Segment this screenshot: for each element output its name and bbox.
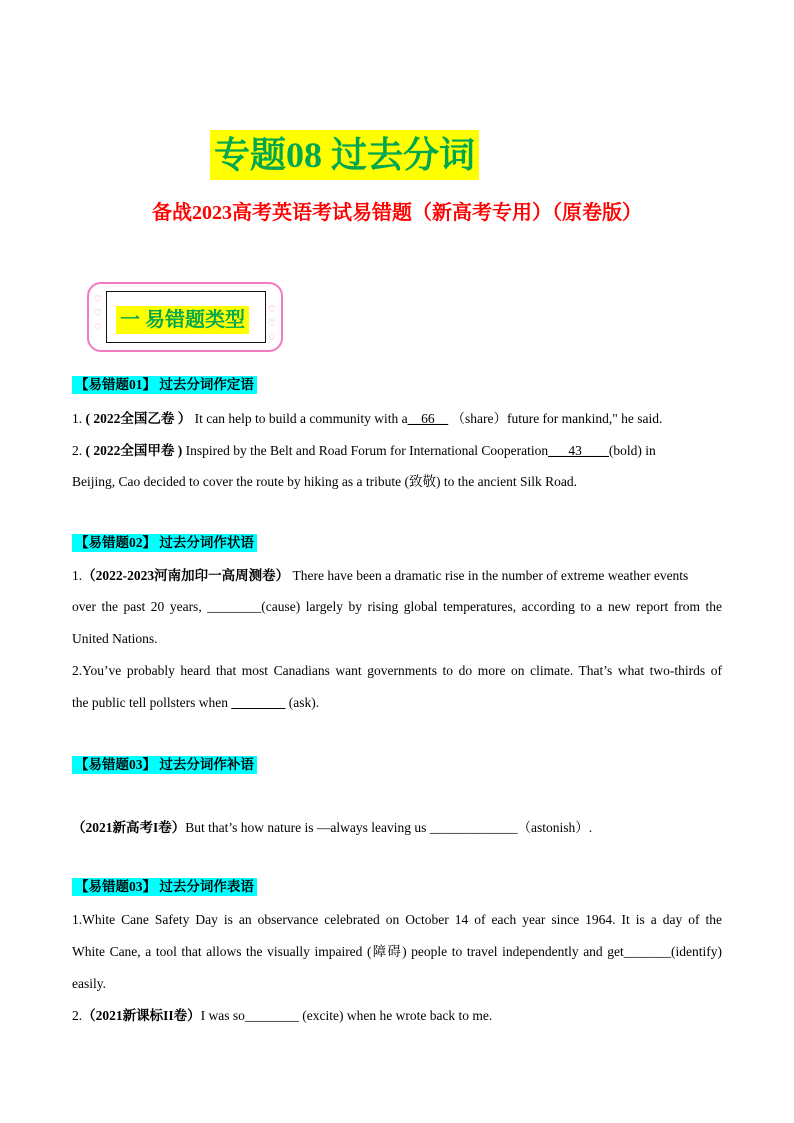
section-heading: 一 易错题类型 [116, 306, 249, 334]
heart-icon: ♡ [94, 322, 103, 332]
error-type-header: 【易错题03】 过去分词作表语 [72, 878, 257, 896]
heart-icon: ♡ [268, 304, 277, 314]
question-line: 2.（2021新课标II卷）I was so________ (excite) when he wrote back to me. [72, 1008, 493, 1023]
question-source: （2022-2023河南加印一高周测卷） [82, 568, 290, 583]
question-source: （2021新课标II卷） [82, 1008, 201, 1023]
error-type-header: 【易错题03】 过去分词作补语 [72, 756, 257, 774]
question-line: Beijing, Cao decided to cover the route by hiking as a tribute (致敬) to the ancient Silk Road. [72, 474, 578, 489]
heart-icon: ♡ [94, 308, 103, 318]
page-subtitle: 备战2023高考英语考试易错题（新高考专用）（原卷版） [152, 202, 642, 224]
answer-blank: __66__ [407, 411, 449, 426]
error-type-header: 【易错题01】 过去分词作定语 [72, 376, 257, 394]
question-line: 2.You’ve probably heard that most Canadians want governments to do more on climate. That’s what two-thirds of [72, 663, 722, 678]
heart-icon: ♡ [268, 332, 277, 342]
question-line: 1.（2022-2023河南加印一高周测卷） There have been a dramatic rise in the number of extreme weather events [72, 568, 689, 583]
heart-icon: ♡ [268, 318, 277, 328]
answer-blank: ___43____ [548, 443, 609, 458]
question-line: （2021新高考I卷）But that’s how nature is —always leaving us _____________（astonish）. [72, 820, 593, 835]
question-line: 1.White Cane Safety Day is an observance celebrated on October 14 of each year since 1964. It is a day of the [72, 912, 722, 927]
error-type-header: 【易错题02】 过去分词作状语 [72, 534, 257, 552]
question-line: White Cane, a tool that allows the visually impaired (障碍) people to travel independently and get_______(identify) [72, 944, 722, 959]
question-source: ( 2022全国乙卷 ） [85, 411, 192, 426]
question-line: 1. ( 2022全国乙卷 ） It can help to build a community with a__66__ （share）future for mankind," he said. [72, 411, 663, 426]
question-line: 2. ( 2022全国甲卷 ) Inspired by the Belt and Road Forum for International Cooperation___43____(bold) in [72, 443, 656, 458]
question-line: over the past 20 years, ________(cause) largely by rising global temperatures, according to a new report from the [72, 599, 722, 614]
answer-blank: ________ [231, 695, 286, 710]
question-source: ( 2022全国甲卷 ) [85, 443, 183, 458]
heart-icon: ♡ [94, 294, 103, 304]
question-source: （2021新高考I卷） [72, 820, 186, 835]
page-title: 专题08 过去分词 [210, 130, 479, 180]
question-line: the public tell pollsters when ________ (ask). [72, 695, 320, 710]
question-line: easily. [72, 976, 106, 991]
question-line: United Nations. [72, 631, 158, 646]
